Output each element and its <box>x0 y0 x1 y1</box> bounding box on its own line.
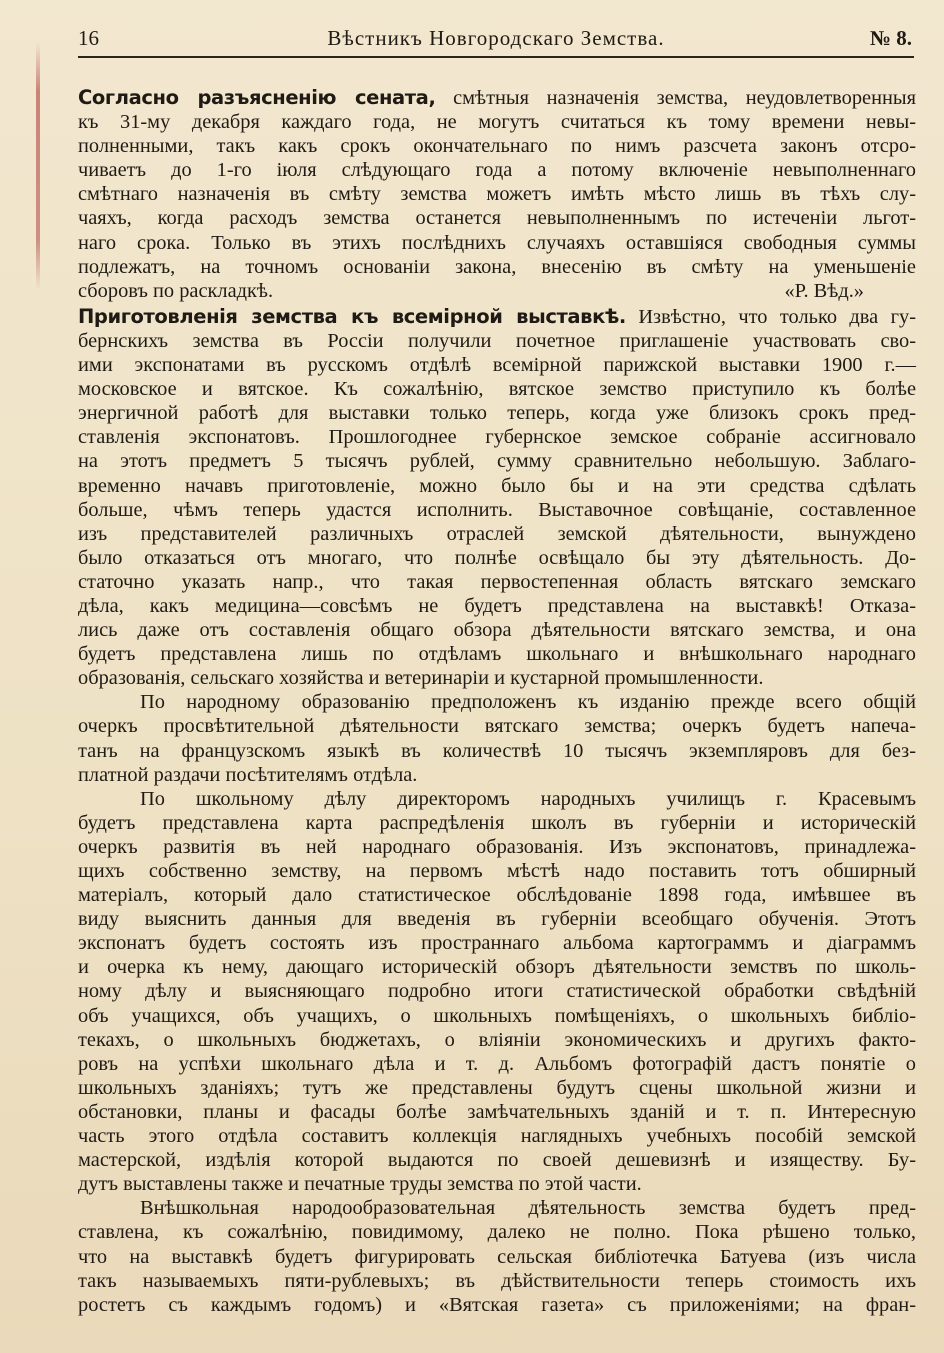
text-line: статочно указать напр., что такая первостепенная область вятскаго земскаго <box>78 570 916 593</box>
text-line: московское и вятское. Къ сожалѣнію, вятское земство приступило къ болѣе <box>78 378 916 401</box>
text-line: энергичной работѣ для выставки только теперь, когда уже близокъ срокъ пред- <box>78 402 916 425</box>
text-line: объ учащихся, объ учащихъ, о школьныхъ помѣщеніяхъ, о школьныхъ библіо- <box>78 1004 916 1027</box>
text-line: больше, чѣмъ теперь удастся исполнить. Выставочное совѣщаніе, составленное <box>78 498 916 521</box>
source-citation: «Р. Вѣд.» <box>784 279 864 302</box>
body-text <box>78 86 916 1317</box>
text-line: сборовъ по раскладкѣ. «Р. Вѣд.» <box>78 279 864 302</box>
text-line: По школьному дѣлу директоромъ народныхъ училищъ г. Красевымъ <box>140 787 916 810</box>
text-line: танъ на французскомъ языкѣ въ количествѣ 10 тысячъ экземпляровъ для без- <box>78 739 916 762</box>
margin-stain <box>36 42 40 290</box>
text-line: временно начавъ приготовленіе, можно было бы и на эти средства сдѣлать <box>78 474 916 497</box>
text-line: школьныхъ зданіяхъ; тутъ же представлены будутъ сцены школьной жизни и <box>78 1076 916 1099</box>
text-line: текахъ, о школьныхъ бюджетахъ, о вліяніи экономическихъ и другихъ факто- <box>78 1028 916 1051</box>
text-line: платной раздачи посѣтителямъ отдѣла. <box>78 763 418 786</box>
text-line: По народному образованію предположенъ къ изданію прежде всего общій <box>140 691 916 714</box>
article-senate <box>78 86 916 303</box>
text-line: ставлена, къ сожалѣнію, повидимому, далеко не полно. Пока рѣшено только, <box>78 1221 916 1244</box>
article-exhibition <box>78 305 916 1317</box>
text-line: щихъ собственно земству, на первомъ мѣстѣ надо поставить тотъ обширный <box>78 860 916 882</box>
text-line: ровъ на успѣхи школьнаго дѣла и т. д. Альбомъ фотографій дастъ понятіе о <box>78 1052 916 1075</box>
text-line: ими экспонатами въ русскомъ отдѣлѣ всемірной парижской выставки 1900 г.— <box>78 354 916 377</box>
text-line: чаяхъ, когда расходъ земства останется невыполненнымъ по истеченіи льгот- <box>78 207 916 230</box>
issue-number: № 8. <box>869 26 912 50</box>
text-line: Согласно разъясненію сената, смѣтныя назначенія земства, неудовлетворенныя <box>78 86 916 109</box>
article-heading: Согласно разъясненію сената, <box>78 86 436 109</box>
text-line: обстановки, планы и фасады болѣе замѣчательныхъ зданій и т. п. Интересную <box>78 1100 916 1123</box>
text-line: дѣла, какъ медицина—совсѣмъ не будетъ представлена на выставкѣ! Отказа- <box>78 594 916 617</box>
text-line: очеркъ просвѣтительной дѣятельности вятскаго земства; очеркъ будетъ напеча- <box>78 715 916 738</box>
text-line: Приготовленія земства къ всемірной выставкѣ. Извѣстно, что только два гу- <box>78 304 916 328</box>
text-line: подлежатъ, на точномъ основаніи закона, внесенію въ смѣту на уменьшеніе <box>78 255 916 278</box>
text-line: дутъ выставлены также и печатные труды земства по этой части. <box>78 1173 642 1196</box>
text-line: Внѣшкольная народообразовательная дѣятельность земства будетъ пред- <box>140 1197 916 1220</box>
text-line: ному дѣлу и выясняющаго подробно итоги статистической обработки свѣдѣній <box>78 980 916 1003</box>
text-line: мастерской, издѣлія которой выдаются по своей дешевизнѣ и изяществу. Бу- <box>78 1149 916 1172</box>
text-line: виду выяснить данныя для введенія въ губерніи всеобщаго обученія. Этотъ <box>78 908 916 931</box>
text-line: на этотъ предметъ 5 тысячъ рублей, сумму сравнительно небольшую. Заблаго- <box>78 450 916 473</box>
text-line: часть этого отдѣла составитъ коллекція наглядныхъ учебныхъ пособій земской <box>78 1125 916 1148</box>
text-line: было отказаться отъ многаго, что полнѣе освѣщало бы эту дѣятельность. До- <box>78 546 916 569</box>
article-heading: Приготовленія земства къ всемірной выставкѣ. <box>78 304 626 328</box>
text-line: очеркъ развитія въ ней народнаго образованія. Изъ экспонатовъ, принадлежа- <box>78 835 916 858</box>
text-line: что на выставкѣ будетъ фигурировать сельская библіотечка Батуева (изъ числа <box>78 1245 916 1268</box>
text-line: чиваетъ до 1-го іюля слѣдующаго года а потому включеніе невыполненнаго <box>78 159 916 182</box>
text-line: экспонатъ будетъ состоять изъ пространнаго альбома картограммъ и діаграммъ <box>78 932 916 955</box>
text-line: и очерка къ нему, дающаго историческій обзоръ дѣятельности земствъ по школь- <box>78 956 916 979</box>
running-header <box>78 24 914 58</box>
page-number: 16 <box>78 26 99 50</box>
text-line: бернскихъ земства въ Россіи получили почетное приглашеніе участвовать сво- <box>78 329 916 352</box>
text-line: полненными, такъ какъ срокъ окончательнаго по нимъ разсчета законъ отсро- <box>78 135 916 158</box>
text-line: къ 31-му декабря каждаго года, не могутъ считаться къ тому времени невы- <box>78 111 916 134</box>
text-line: лись даже отъ составленія общаго обзора дѣятельности вятскаго земства, и она <box>78 619 916 642</box>
journal-title: Вѣстникъ Новгородскаго Земства. <box>327 26 665 50</box>
text-line: изъ представителей различныхъ отраслей земской дѣятельности, вынуждено <box>78 522 916 545</box>
text-line: будетъ представлена лишь по отдѣламъ школьнаго и внѣшкольнаго народнаго <box>78 643 916 666</box>
text-line: наго срока. Только въ этихъ послѣднихъ случаяхъ оставшіяся свободныя суммы <box>78 231 916 254</box>
text-line: ставленія экспонатовъ. Прошлогоднее губернское земское собраніе ассигновало <box>78 426 916 449</box>
text-line: матеріалъ, который дало статистическое обслѣдованіе 1898 года, имѣвшее въ <box>78 884 916 907</box>
text-line: смѣтнаго назначенія въ смѣту земства можетъ имѣть мѣсто лишь въ тѣхъ слу- <box>78 183 916 206</box>
text-line: ростетъ съ каждымъ годомъ) и «Вятская газета» съ приложеніями; на фран- <box>78 1293 916 1316</box>
text-line: будетъ представлена карта распредѣленія школъ въ губерніи и историческій <box>78 811 916 834</box>
text-line: образованія, сельскаго хозяйства и ветеринаріи и кустарной промышленности. <box>78 667 764 690</box>
text-line: такъ называемыхъ пяти-рублевыхъ; въ дѣйствительности теперь стоимость ихъ <box>78 1269 916 1292</box>
